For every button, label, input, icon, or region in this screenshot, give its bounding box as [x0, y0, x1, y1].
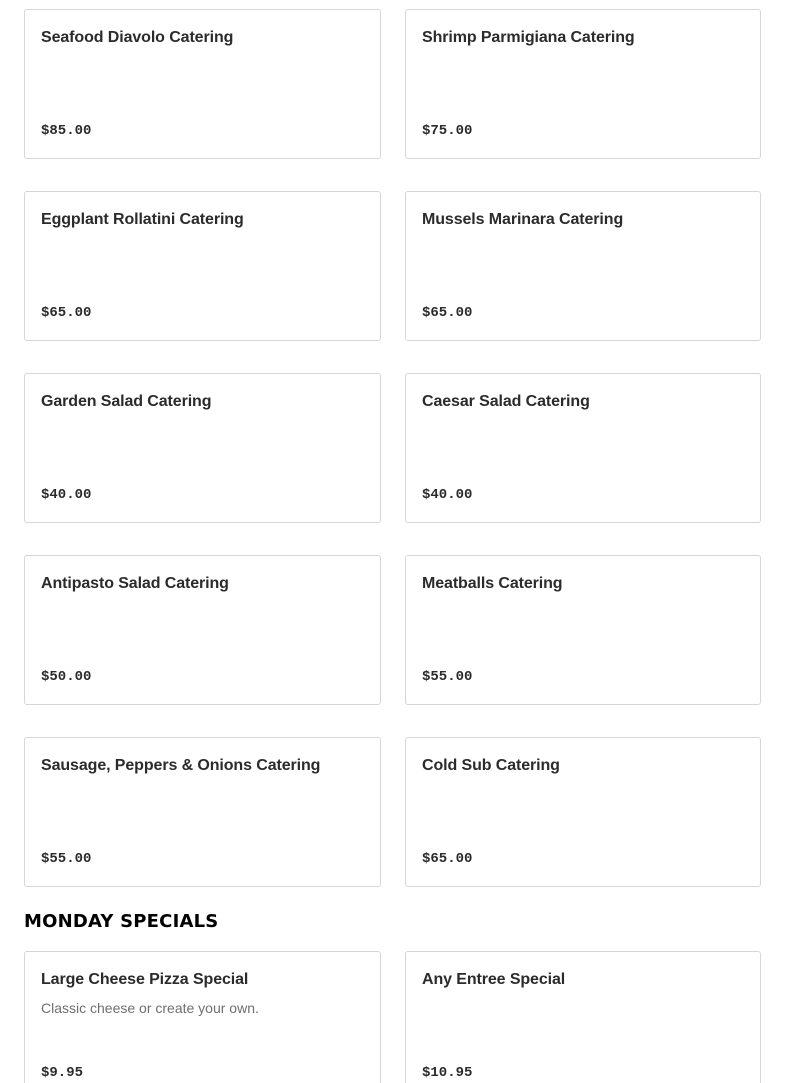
menu-item-description: Classic cheese or create your own. [41, 1000, 259, 1016]
menu-item-price: $55.00 [422, 669, 473, 685]
menu-item-card[interactable] [405, 555, 761, 705]
menu-item-card[interactable] [405, 951, 761, 1083]
menu-item-price: $65.00 [41, 305, 92, 321]
menu-item-price: $50.00 [41, 669, 92, 685]
menu-item-price: $85.00 [41, 123, 92, 139]
menu-item-name: Eggplant Rollatini Catering [41, 211, 244, 228]
monday-specials-grid [24, 951, 761, 1083]
menu-item-name: Large Cheese Pizza Special [41, 971, 249, 988]
menu-item-name: Cold Sub Catering [422, 757, 560, 774]
menu-item-card[interactable] [24, 373, 381, 523]
menu-item-price: $10.95 [422, 1065, 473, 1081]
section-title-monday-specials: MONDAY SPECIALS [24, 911, 219, 932]
menu-item-name: Shrimp Parmigiana Catering [422, 29, 635, 46]
menu-item-price: $9.95 [41, 1065, 84, 1081]
menu-item-name: Sausage, Peppers & Onions Catering [41, 757, 321, 774]
menu-item-card[interactable] [24, 951, 381, 1083]
menu-item-card[interactable] [405, 9, 761, 159]
catering-menu-grid [24, 9, 761, 887]
menu-item-name: Antipasto Salad Catering [41, 575, 229, 592]
menu-item-name: Mussels Marinara Catering [422, 211, 624, 228]
menu-item-price: $65.00 [422, 851, 473, 867]
menu-item-name: Meatballs Catering [422, 575, 563, 592]
menu-item-price: $75.00 [422, 123, 473, 139]
menu-item-card[interactable] [405, 373, 761, 523]
menu-item-card[interactable] [405, 191, 761, 341]
menu-item-price: $55.00 [41, 851, 92, 867]
menu-item-name: Any Entree Special [422, 971, 566, 988]
menu-item-name: Garden Salad Catering [41, 393, 212, 410]
menu-item-price: $65.00 [422, 305, 473, 321]
menu-item-price: $40.00 [41, 487, 92, 503]
menu-item-price: $40.00 [422, 487, 473, 503]
menu-item-card[interactable] [24, 191, 381, 341]
menu-item-card[interactable] [24, 9, 381, 159]
menu-item-name: Seafood Diavolo Catering [41, 29, 234, 46]
menu-item-card[interactable] [24, 737, 381, 887]
menu-item-card[interactable] [24, 555, 381, 705]
menu-item-name: Caesar Salad Catering [422, 393, 590, 410]
menu-item-card[interactable] [405, 737, 761, 887]
